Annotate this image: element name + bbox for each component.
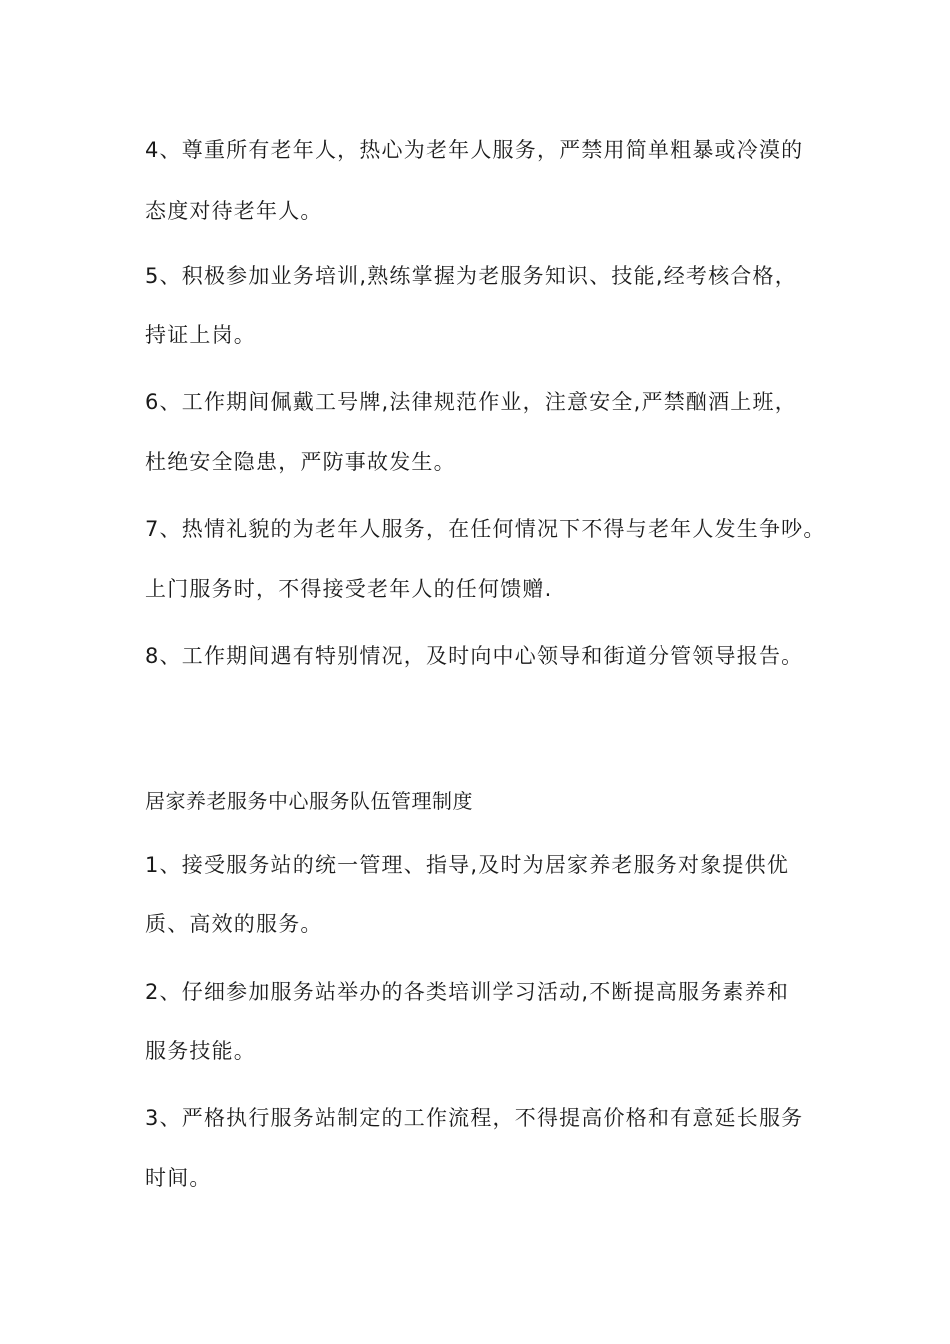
rule-2-line-2: 服务技能。 [145,1039,256,1063]
rule-3-line-1: 3、严格执行服务站制定的工作流程，不得提高价格和有意延长服务 [145,1106,804,1130]
paragraph-7-line-2: 上门服务时，不得接受老年人的任何馈赠. [145,577,553,601]
paragraph-5-line-2: 持证上岗。 [145,323,256,347]
paragraph-4-line-1: 4、尊重所有老年人，热心为老年人服务，严禁用简单粗暴或冷漠的 [145,138,804,162]
rule-1-line-1: 1、接受服务站的统一管理、指导,及时为居家养老服务对象提供优 [145,853,790,877]
paragraph-6-line-1: 6、工作期间佩戴工号牌,法律规范作业，注意安全,严禁酗酒上班， [145,390,797,414]
paragraph-6-line-2: 杜绝安全隐患，严防事故发生。 [145,450,456,474]
paragraph-4-line-2: 态度对待老年人。 [145,199,323,223]
section-title: 居家养老服务中心服务队伍管理制度 [145,789,473,813]
rule-1-line-2: 质、高效的服务。 [145,912,323,936]
rule-3-line-2: 时间。 [145,1166,212,1190]
paragraph-5-line-1: 5、积极参加业务培训,熟练掌握为老服务知识、技能,经考核合格， [145,264,797,288]
paragraph-8-line-1: 8、工作期间遇有特别情况，及时向中心领导和街道分管领导报告。 [145,644,804,668]
rule-2-line-1: 2、仔细参加服务站举办的各类培训学习活动,不断提高服务素养和 [145,980,790,1004]
paragraph-7-line-1: 7、热情礼貌的为老年人服务，在任何情况下不得与老年人发生争吵。 [145,517,826,541]
